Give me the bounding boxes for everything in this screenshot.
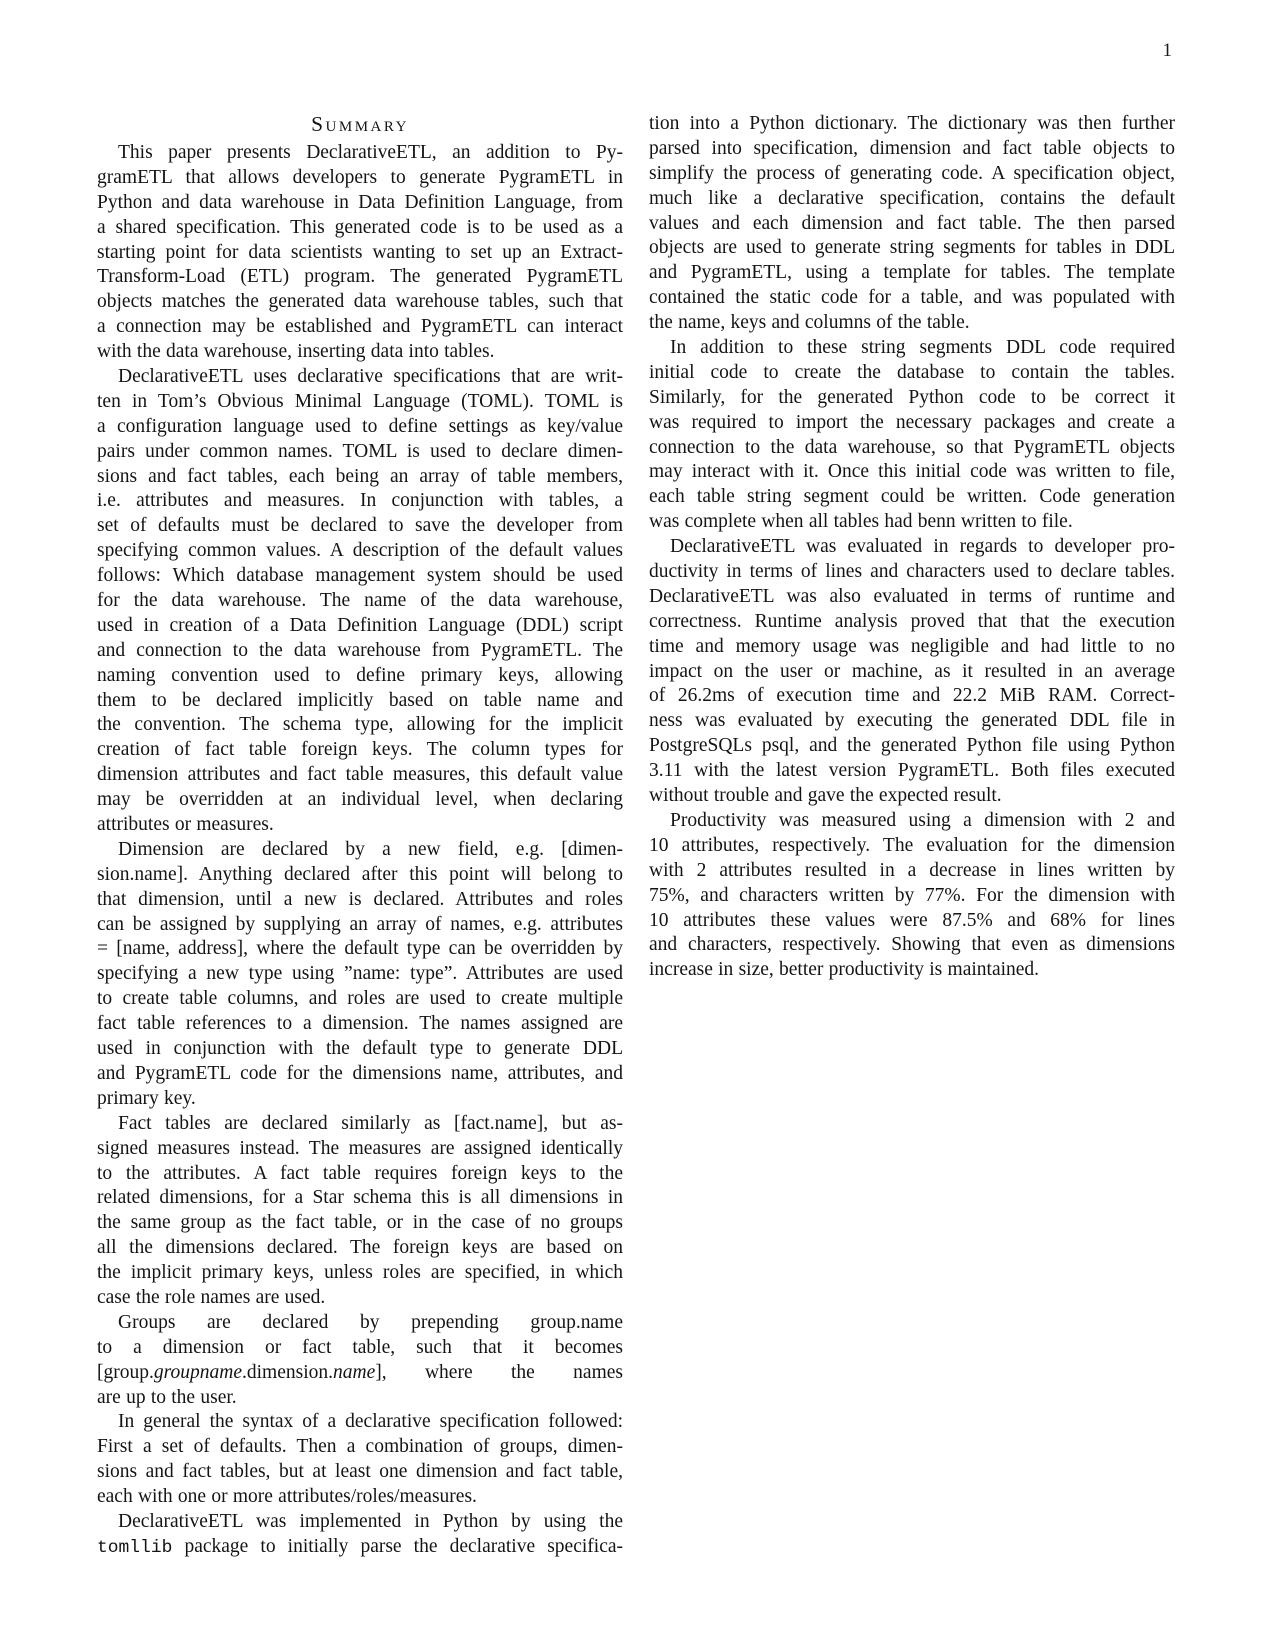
text-line: the convention. The schema type, allowing for the implicit <box>97 714 623 736</box>
text-line: 10 attributes, respectively. The evaluation for the dimension <box>649 834 1175 856</box>
text-line: for the data warehouse. The name of the data warehouse, <box>97 590 623 612</box>
text-line: time and memory usage was negligible and had little to no <box>649 635 1175 657</box>
text-line: Productivity was measured using a dimension with 2 and <box>670 809 1175 831</box>
text-line: DeclarativeETL was implemented in Python by using the <box>118 1510 623 1532</box>
text-line: objects matches the generated data warehouse tables, such that <box>97 291 623 313</box>
text-line: Similarly, for the generated Python code to be correct it <box>649 386 1175 408</box>
text-line: values and each dimension and fact table. The then parsed <box>649 212 1175 234</box>
text-line: may interact with it. Once this initial code was written to file, <box>649 461 1175 483</box>
text-line: dimension attributes and fact table measures, this default value <box>97 764 623 786</box>
text-line: signed measures instead. The measures are assigned identically <box>97 1137 623 1159</box>
text-line: connection to the data warehouse, so that PygramETL objects <box>649 436 1175 458</box>
text-line: was required to import the necessary packages and create a <box>649 411 1175 433</box>
text-line: all the dimensions declared. The foreign keys are based on <box>97 1237 623 1259</box>
text-line: gramETL that allows developers to generate PygramETL in <box>97 166 623 188</box>
text-line: related dimensions, for a Star schema this is all dimensions in <box>97 1187 623 1209</box>
text-line: and PygramETL code for the dimensions name, attributes, and <box>97 1062 623 1084</box>
text-line: the implicit primary keys, unless roles are specified, in which <box>97 1262 623 1284</box>
text-line: 75%, and characters written by 77%. For the dimension with <box>649 884 1175 906</box>
text-line: set of defaults must be declared to save the developer from <box>97 515 623 537</box>
paragraph <box>649 535 1175 809</box>
text-line: attributes or measures. <box>97 814 274 836</box>
text-line: sion.name]. Anything declared after this point will belong to <box>97 863 623 885</box>
text-line: each with one or more attributes/roles/measures. <box>97 1486 477 1508</box>
text-line: a shared specification. This generated code is to be used as a <box>97 216 623 238</box>
text-line: parsed into specification, dimension and fact table objects to <box>649 137 1175 159</box>
text-line: without trouble and gave the expected result. <box>649 785 1002 807</box>
text-line: the name, keys and columns of the table. <box>649 312 970 334</box>
text-line: each table string segment could be written. Code generation <box>649 486 1175 508</box>
text-line: impact on the user or machine, as it resulted in an average <box>649 660 1175 682</box>
text-line: specifying a new type using ”name: type”. Attributes are used <box>97 963 623 985</box>
text-line: ductivity in terms of lines and characters used to declare tables. <box>649 561 1175 583</box>
text-line: ness was evaluated by executing the generated DDL file in <box>649 710 1175 732</box>
inline-code: tomllib <box>97 1537 173 1558</box>
text-line: follows: Which database management system should be used <box>97 565 623 587</box>
text-line: increase in size, better productivity is maintained. <box>649 959 1040 981</box>
text-line: ten in Tom’s Obvious Minimal Language (TOML). TOML is <box>97 390 623 412</box>
text-line: Python and data warehouse in Data Definition Language, from <box>97 191 623 213</box>
text-line: simplify the process of generating code. A specification object, <box>649 162 1175 184</box>
text-line: naming convention used to define primary keys, allowing <box>97 664 623 686</box>
text-line: and characters, respectively. Showing that even as dimensions <box>649 934 1175 956</box>
paragraph <box>97 1410 623 1510</box>
text-line: contained the static code for a table, and was populated with <box>649 287 1175 309</box>
left-column <box>97 112 623 1560</box>
text-line: 3.11 with the latest version PygramETL. Both files executed <box>649 760 1175 782</box>
text-line: correctness. Runtime analysis proved that that the execution <box>649 610 1175 632</box>
text-line: In addition to these string segments DDL code required <box>670 337 1175 359</box>
page-number: 1 <box>1162 40 1172 61</box>
text-line: DeclarativeETL was also evaluated in terms of runtime and <box>649 585 1175 607</box>
text-line: objects are used to generate string segments for tables in DDL <box>649 237 1175 259</box>
paragraph <box>97 141 623 365</box>
text-line: Transform-Load (ETL) program. The generated PygramETL <box>97 266 623 288</box>
text-line: pairs under common names. TOML is used to declare dimen- <box>97 440 623 462</box>
paragraph <box>97 1311 623 1411</box>
text-line: First a set of defaults. Then a combination of groups, dimen- <box>97 1436 623 1458</box>
right-column <box>649 112 1175 983</box>
text-line: are up to the user. <box>97 1386 237 1408</box>
paragraph <box>649 336 1175 535</box>
text-line: much like a declarative specification, contains the default <box>649 187 1175 209</box>
text-line: Groups are declared by prepending group.name <box>118 1311 623 1333</box>
text-line: This paper presents DeclarativeETL, an addition to Py- <box>118 141 623 163</box>
text-line: sions and fact tables, but at least one dimension and fact table, <box>97 1461 623 1483</box>
text-line: initial code to create the database to contain the tables. <box>649 361 1175 383</box>
text-line: used in creation of a Data Definition Language (DDL) script <box>97 614 623 636</box>
text-line: Dimension are declared by a new field, e.g. [dimen- <box>118 838 623 860</box>
text-line: to a dimension or fact table, such that it becomes <box>97 1336 623 1358</box>
text-line: tion into a Python dictionary. The dictionary was then further <box>649 113 1175 134</box>
text-line: them to be declared implicitly based on table name and <box>97 689 623 711</box>
text-line: that dimension, until a new is declared. Attributes and roles <box>97 888 623 910</box>
text-line: In general the syntax of a declarative specification followed: <box>118 1411 623 1433</box>
text-line: to the attributes. A fact table requires foreign keys to the <box>97 1162 623 1184</box>
text-line: i.e. attributes and measures. In conjunction with tables, a <box>97 490 623 512</box>
text-line: primary key. <box>97 1087 196 1109</box>
section-heading-summary: Summary <box>311 112 409 136</box>
text-line: was complete when all tables had benn written to file. <box>649 511 1073 533</box>
text-line: DeclarativeETL uses declarative specifications that are writ- <box>118 366 623 387</box>
text-line: PostgreSQLs psql, and the generated Python file using Python <box>649 735 1175 757</box>
text-line: with 2 attributes resulted in a decrease in lines written by <box>649 859 1175 881</box>
paragraph <box>649 112 1175 336</box>
text-line: [group.groupname.dimension.name], where the names <box>97 1361 623 1383</box>
text-line: the same group as the fact table, or in the case of no groups <box>97 1212 623 1234</box>
paragraph <box>97 838 623 1112</box>
text-line: tomllib package to initially parse the declarative specifica- <box>97 1535 623 1558</box>
italic-term: name <box>332 1361 376 1383</box>
text-line: and PygramETL, using a template for tables. The template <box>649 262 1175 284</box>
text-line: with the data warehouse, inserting data into tables. <box>97 341 495 363</box>
text-line: fact table references to a dimension. The names assigned are <box>97 1013 623 1035</box>
text-line: DeclarativeETL was evaluated in regards to developer pro- <box>670 536 1175 558</box>
text-line: can be assigned by supplying an array of names, e.g. attributes <box>97 913 623 935</box>
text-line: creation of fact table foreign keys. The column types for <box>97 739 623 761</box>
text-line: may be overridden at an individual level, when declaring <box>97 789 623 811</box>
paragraph <box>97 365 623 838</box>
text-line: Fact tables are declared similarly as [fact.name], but as- <box>118 1112 623 1134</box>
paragraph <box>649 809 1175 983</box>
text-line: specifying common values. A description of the default values <box>97 540 623 562</box>
text-line: 10 attributes these values were 87.5% and 68% for lines <box>649 909 1175 931</box>
text-line: = [name, address], where the default type can be overridden by <box>97 938 623 960</box>
text-line: of 26.2ms of execution time and 22.2 MiB RAM. Correct- <box>649 685 1175 707</box>
italic-term: groupname <box>153 1361 242 1383</box>
text-line: case the role names are used. <box>97 1286 326 1308</box>
text-line: a connection may be established and PygramETL can interact <box>97 316 623 338</box>
text-line: sions and fact tables, each being an array of table members, <box>97 465 623 487</box>
text-line: starting point for data scientists wanting to set up an Extract- <box>97 241 623 263</box>
text-line: to create table columns, and roles are used to create multiple <box>97 988 623 1010</box>
text-line: and connection to the data warehouse from PygramETL. The <box>97 639 623 661</box>
text-line: a configuration language used to define settings as key/value <box>97 415 623 437</box>
paragraph <box>97 1510 623 1560</box>
text-line: used in conjunction with the default type to generate DDL <box>97 1038 623 1060</box>
paragraph <box>97 1112 623 1311</box>
